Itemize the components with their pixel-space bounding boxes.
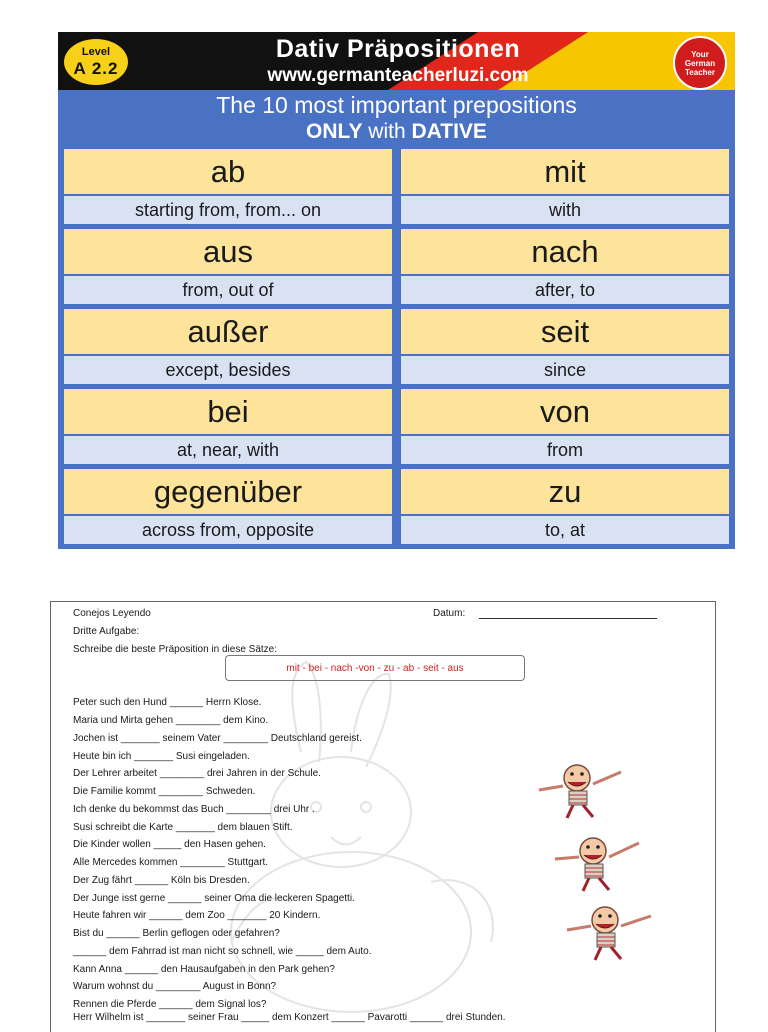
exercise-sentence: Die Familie kommt ________ Schweden. (73, 786, 256, 797)
preposition-translation: starting from, from... on (64, 196, 392, 224)
preposition-word: ab (64, 149, 392, 194)
level-label: Level (81, 46, 111, 58)
prepositions-infographic (58, 32, 735, 549)
preposition-word: aus (64, 229, 392, 274)
preposition-word: mit (401, 149, 729, 194)
exercise-sentence: Peter such den Hund ______ Herrn Klose. (73, 697, 262, 708)
preposition-translation: after, to (401, 276, 729, 304)
subtitle-line-1: The 10 most important prepositions (216, 92, 577, 118)
subtitle-only: ONLY (306, 120, 363, 143)
preposition-word: gegenüber (64, 469, 392, 514)
exercise-sentence: Jochen ist _______ seinem Vater ________ Deutschland gereist. (73, 733, 362, 744)
preposition-cell-mit (401, 149, 729, 224)
preposition-translation: to, at (401, 516, 729, 544)
worksheet (50, 601, 716, 1032)
preposition-word: bei (64, 389, 392, 434)
preposition-cell-nach (401, 229, 729, 304)
teacher-logo (673, 36, 727, 90)
banner-title: Dativ Präpositionen (275, 35, 521, 63)
cartoon-kid-illustration (563, 904, 655, 962)
instruction-text: Schreibe die beste Präposition in diese Sätze: (73, 644, 278, 655)
date-field[interactable] (479, 618, 657, 619)
preposition-translation: across from, opposite (64, 516, 392, 544)
preposition-translation: since (401, 356, 729, 384)
exercise-sentence: Herr Wilhelm ist _______ seiner Frau _____ dem Konzert ______ Pavarotti ______ drei Stunden. (73, 1012, 506, 1023)
exercise-sentence: Warum wohnst du ________ August in Bonn? (73, 981, 277, 992)
website-url: www.germanteacherluzi.com (267, 65, 529, 86)
logo-word-1: Your (691, 49, 709, 59)
worksheet-name: Conejos Leyendo (73, 608, 151, 619)
preposition-word: nach (401, 229, 729, 274)
preposition-cell-ab (64, 149, 392, 224)
preposition-word: von (401, 389, 729, 434)
preposition-cell-ausser (64, 309, 392, 384)
exercise-sentence: Alle Mercedes kommen ________ Stuttgart. (73, 857, 269, 868)
preposition-translation: except, besides (64, 356, 392, 384)
exercise-sentence: Susi schreibt die Karte _______ dem blauen Stift. (73, 822, 293, 833)
preposition-translation: from (401, 436, 729, 464)
exercise-sentence: Der Lehrer arbeitet ________ drei Jahren in der Schule. (73, 768, 321, 779)
preposition-cell-zu (401, 469, 729, 544)
preposition-cell-gegenueber (64, 469, 392, 544)
exercise-sentence: Der Zug fährt ______ Köln bis Dresden. (73, 875, 250, 886)
preposition-translation: from, out of (64, 276, 392, 304)
exercise-sentence: Heute bin ich _______ Susi eingeladen. (73, 751, 250, 762)
exercise-sentence: Der Junge isst gerne ______ seiner Oma die leckeren Spagetti. (73, 893, 355, 904)
cartoon-kid-illustration (535, 762, 627, 820)
teacher-logo-text (680, 50, 720, 77)
level-badge (62, 37, 130, 87)
exercise-sentence: Maria und Mirta gehen ________ dem Kino. (73, 715, 269, 726)
preposition-word: seit (401, 309, 729, 354)
cartoon-kid-illustration (551, 835, 643, 893)
exercise-sentence: Die Kinder wollen _____ den Hasen gehen. (73, 839, 266, 850)
preposition-cell-aus (64, 229, 392, 304)
preposition-word: außer (64, 309, 392, 354)
preposition-translation: with (401, 196, 729, 224)
title-banner (58, 32, 735, 90)
level-value: A 2.2 (73, 59, 119, 78)
logo-word-2: German (684, 58, 716, 68)
task-heading: Dritte Aufgabe: (73, 626, 140, 637)
word-bank-text: mit - bei - nach -von - zu - ab - seit - aus (286, 662, 464, 674)
exercise-sentence: ______ dem Fahrrad ist man nicht so schnell, wie _____ dem Auto. (73, 946, 372, 957)
exercise-sentence: Ich denke du bekommst das Buch ________ drei Uhr . (73, 804, 315, 815)
exercise-sentence: Bist du ______ Berlin geflogen oder gefahren? (73, 928, 280, 939)
exercise-sentence: Heute fahren wir ______ dem Zoo _______ 20 Kindern. (73, 910, 321, 921)
subtitle-line-2 (58, 120, 735, 144)
logo-word-3: Teacher (684, 67, 716, 77)
preposition-cell-von (401, 389, 729, 464)
preposition-cell-seit (401, 309, 729, 384)
preposition-word: zu (401, 469, 729, 514)
exercise-sentence: Kann Anna ______ den Hausaufgaben in den Park gehen? (73, 964, 335, 975)
preposition-translation: at, near, with (64, 436, 392, 464)
date-label: Datum: (433, 608, 466, 619)
subtitle-dative: DATIVE (411, 120, 487, 143)
word-bank-box (225, 655, 525, 681)
exercise-sentence: Rennen die Pferde ______ dem Signal los? (73, 999, 267, 1010)
preposition-cell-bei (64, 389, 392, 464)
subtitle-with: with (362, 120, 412, 143)
